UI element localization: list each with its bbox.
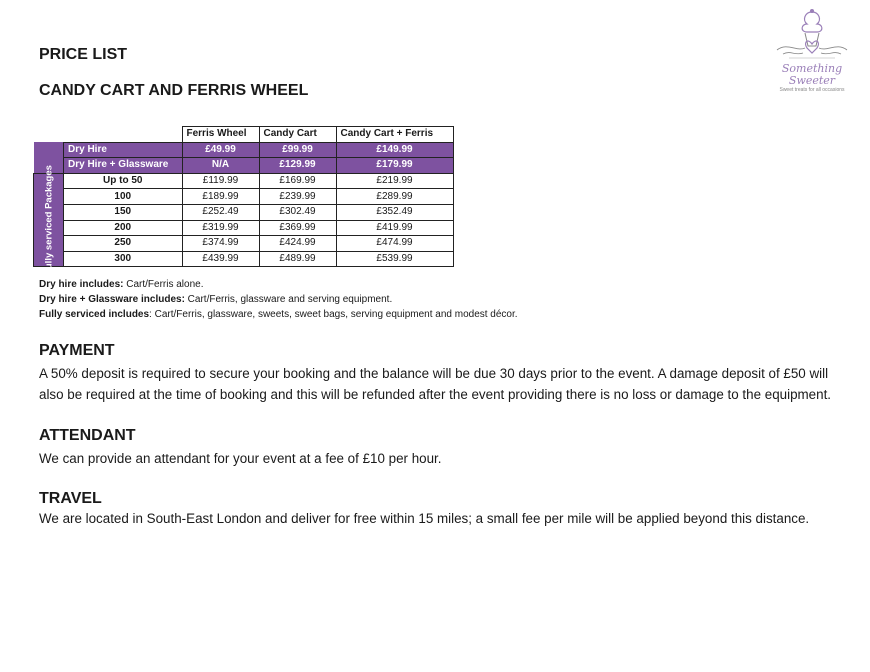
- table-header-row: [34, 127, 454, 143]
- logo-name: Something Sweeter: [781, 62, 843, 87]
- price-cell: £352.49: [336, 204, 453, 220]
- price-cell: £119.99: [182, 173, 259, 189]
- price-cell: £439.99: [182, 251, 259, 267]
- payment-heading: PAYMENT: [39, 342, 115, 359]
- price-cell: £129.99: [259, 158, 336, 174]
- payment-text: A 50% deposit is required to secure your booking and the balance will be due 30 days prior to the event. A damage deposit of £50 will also be required at the time of booking and this will be refunded after the event providing there is no loss or damage to the equipment.: [39, 366, 832, 402]
- travel-text: We are located in South-East London and deliver for free within 15 miles; a small fee per mile will be applied beyond this distance.: [39, 511, 810, 526]
- row-label: Up to 50: [64, 173, 183, 189]
- price-cell: £369.99: [259, 220, 336, 236]
- price-cell: £424.99: [259, 236, 336, 252]
- column-header: Ferris Wheel: [182, 127, 259, 143]
- page-title: PRICE LIST: [39, 46, 128, 63]
- price-table: [33, 126, 454, 275]
- price-cell: £474.99: [336, 236, 453, 252]
- section-title: CANDY CART AND FERRIS WHEEL: [39, 82, 309, 99]
- table-row-dry-hire-glassware: [34, 158, 454, 174]
- row-label: 100: [64, 189, 183, 205]
- price-cell: £374.99: [182, 236, 259, 252]
- row-label: 150: [64, 204, 183, 220]
- price-cell: £539.99: [336, 251, 453, 267]
- note-line: Dry hire + Glassware includes: Cart/Ferris, glassware and serving equipment.: [39, 294, 393, 305]
- travel-heading: TRAVEL: [39, 490, 102, 507]
- table-row: [34, 189, 454, 205]
- price-cell: £149.99: [336, 142, 453, 158]
- fully-serviced-label: Fully serviced Packages: [34, 173, 64, 267]
- price-cell: £489.99: [259, 251, 336, 267]
- column-header: Candy Cart + Ferris: [336, 127, 453, 143]
- row-label: 250: [64, 236, 183, 252]
- table-row: [34, 204, 454, 220]
- price-cell: £189.99: [182, 189, 259, 205]
- price-cell: £319.99: [182, 220, 259, 236]
- cupcake-logo-icon: [767, 8, 857, 63]
- logo-tagline: Sweet treats for all occasions: [779, 87, 845, 93]
- row-label: 300: [64, 251, 183, 267]
- note-line: Dry hire includes: Cart/Ferris alone.: [39, 279, 204, 290]
- table-row: [34, 220, 454, 236]
- row-label: 200: [64, 220, 183, 236]
- row-label: Dry Hire + Glassware: [64, 158, 183, 174]
- logo: [764, 8, 860, 93]
- table-row: [34, 236, 454, 252]
- row-label: Dry Hire: [64, 142, 183, 158]
- table-row: [34, 173, 454, 189]
- price-cell: £252.49: [182, 204, 259, 220]
- note-line: Fully serviced includes: Cart/Ferris, glassware, sweets, sweet bags, serving equipment and modest décor.: [39, 309, 518, 320]
- price-cell: £219.99: [336, 173, 453, 189]
- attendant-heading: ATTENDANT: [39, 427, 136, 444]
- attendant-text: We can provide an attendant for your event at a fee of £10 per hour.: [39, 451, 442, 466]
- column-header: Candy Cart: [259, 127, 336, 143]
- table-row: [34, 251, 454, 267]
- price-cell: £179.99: [336, 158, 453, 174]
- table-row-dry-hire: [34, 142, 454, 158]
- price-cell: £239.99: [259, 189, 336, 205]
- inclusion-notes: [39, 277, 518, 322]
- price-cell: £419.99: [336, 220, 453, 236]
- price-cell: £99.99: [259, 142, 336, 158]
- price-cell: £289.99: [336, 189, 453, 205]
- price-cell: £169.99: [259, 173, 336, 189]
- price-cell: £302.49: [259, 204, 336, 220]
- price-cell: £49.99: [182, 142, 259, 158]
- price-cell: N/A: [182, 158, 259, 174]
